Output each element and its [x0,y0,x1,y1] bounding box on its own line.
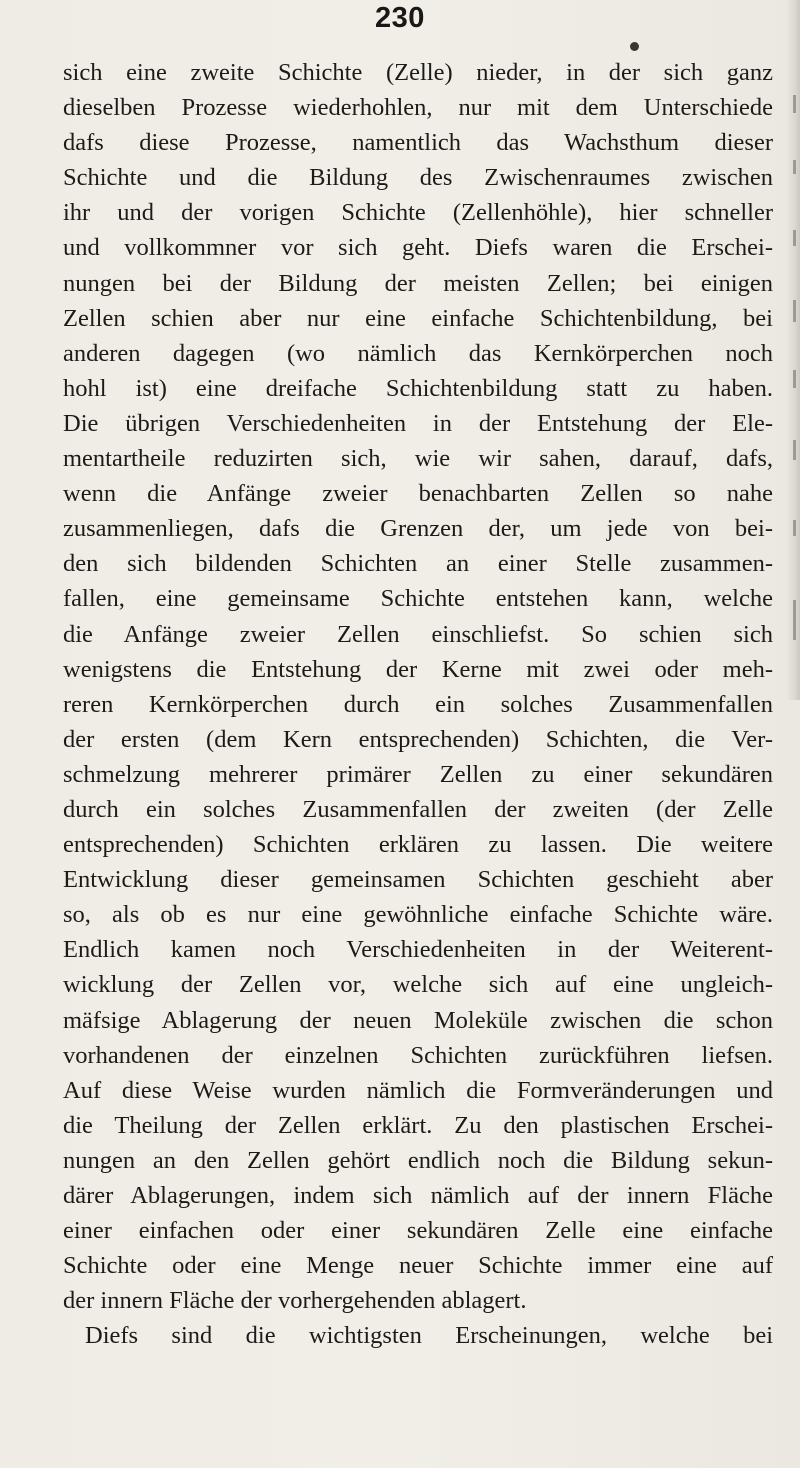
text-line: einer einfachen oder einer sekundären Zelle eine einfache [63,1217,773,1245]
text-line: durch ein solches Zusammenfallen der zweiten (der Zelle [63,795,773,823]
text-line: Diefs sind die wichtigsten Erscheinungen, welche bei [85,1322,773,1350]
text-line: fallen, eine gemeinsame Schichte entstehen kann, welche [63,585,773,613]
text-line: entsprechenden) Schichten erklären zu lassen. Die weitere [63,831,773,859]
text-line: vorhandenen der einzelnen Schichten zurückführen liefsen. [63,1041,773,1069]
text-line: reren Kernkörperchen durch ein solches Zusammenfallen [63,690,773,718]
text-line: Entwicklung dieser gemeinsamen Schichten geschieht aber [63,866,773,894]
text-line: mäfsige Ablagerung der neuen Moleküle zwischen die schon [63,1006,773,1034]
edge-mark [793,95,796,113]
text-line: zusammenliegen, dafs die Grenzen der, um jede von bei- [63,515,773,543]
text-line: die Anfänge zweier Zellen einschliefst. So schien sich [63,620,773,648]
text-line: dieselben Prozesse wiederhohlen, nur mit dem Unterschiede [63,94,773,122]
text-line: so, als ob es nur eine gewöhnliche einfache Schichte wäre. [63,901,773,929]
edge-mark [793,600,796,640]
text-line: Schichte oder eine Menge neuer Schichte immer eine auf [63,1252,773,1280]
text-line: ihr und der vorigen Schichte (Zellenhöhle), hier schneller [63,199,773,227]
text-line: nungen bei der Bildung der meisten Zellen; bei einigen [63,269,773,297]
text-line: nungen an den Zellen gehört endlich noch die Bildung sekun- [63,1146,773,1174]
edge-mark [793,160,796,174]
text-line: der ersten (dem Kern entsprechenden) Schichten, die Ver- [63,725,773,753]
body-text [63,55,773,1353]
text-line: Schichte und die Bildung des Zwischenraumes zwischen [63,164,773,192]
text-line: die Theilung der Zellen erklärt. Zu den plastischen Erschei- [63,1111,773,1139]
text-line: sich eine zweite Schichte (Zelle) nieder, in der sich ganz [63,59,773,86]
edge-mark [793,440,796,460]
edge-mark [793,300,796,322]
page-number: 230 [375,2,425,34]
edge-mark [793,370,796,388]
text-line: Auf diese Weise wurden nämlich die Formveränderungen und [63,1076,773,1104]
text-line: hohl ist) eine dreifache Schichtenbildung statt zu haben. [63,374,773,402]
text-line: wenigstens die Entstehung der Kerne mit zwei oder meh- [63,655,773,683]
text-line: der innern Fläche der vorhergehenden ablagert. [63,1287,527,1315]
edge-mark [793,520,796,536]
text-line: wenn die Anfänge zweier benachbarten Zellen so nahe [63,480,773,508]
text-line: dafs diese Prozesse, namentlich das Wachsthum dieser [63,129,773,157]
text-line: mentartheile reduzirten sich, wie wir sahen, darauf, dafs, [63,445,773,473]
text-line: Zellen schien aber nur eine einfache Schichtenbildung, bei [63,304,773,332]
ink-dot [630,42,639,51]
edge-mark [793,230,796,246]
text-line: Endlich kamen noch Verschiedenheiten in der Weiterent- [63,936,773,964]
text-line: därer Ablagerungen, indem sich nämlich auf der innern Fläche [63,1182,773,1209]
text-line: und vollkommner vor sich geht. Diefs waren die Erschei- [63,234,773,262]
page-edge-shadow [786,0,800,700]
text-line: wicklung der Zellen vor, welche sich auf eine ungleich- [63,971,773,999]
text-line: anderen dagegen (wo nämlich das Kernkörperchen noch [63,339,773,367]
text-line: den sich bildenden Schichten an einer Stelle zusammen- [63,550,773,578]
text-line: schmelzung mehrerer primärer Zellen zu einer sekundären [63,760,773,788]
text-line: Die übrigen Verschiedenheiten in der Entstehung der Ele- [63,409,773,437]
